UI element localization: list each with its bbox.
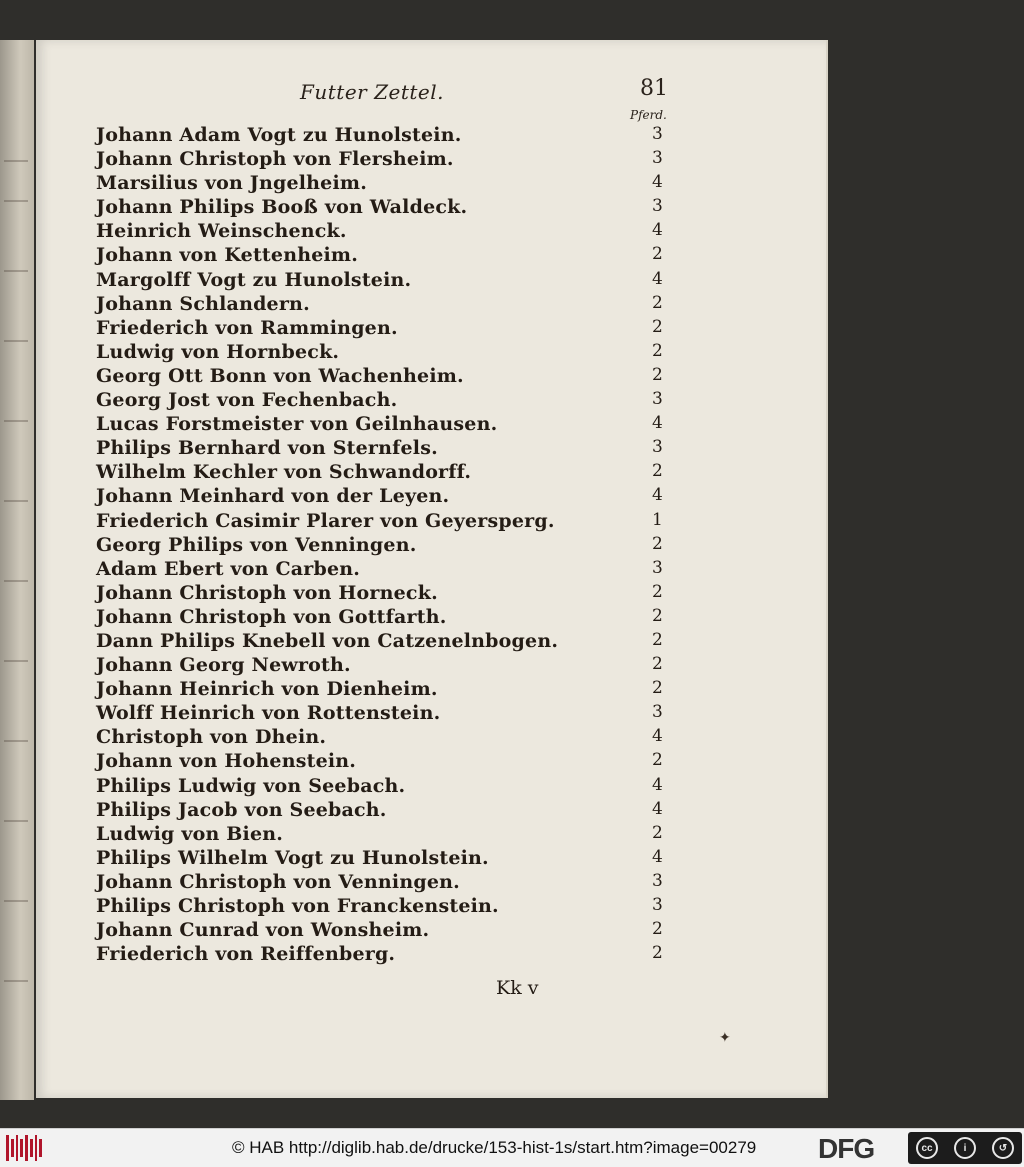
sa-icon: ↺ bbox=[992, 1137, 1014, 1159]
entry-name: Christoph von Dhein. bbox=[96, 726, 327, 749]
list-item bbox=[96, 413, 686, 437]
entry-horse-count: 2 bbox=[652, 750, 664, 771]
adjacent-page-edge bbox=[0, 40, 34, 1100]
entry-horse-count: 4 bbox=[652, 268, 664, 289]
entry-horse-count: 3 bbox=[652, 389, 664, 410]
entry-name: Johann Christoph von Venningen. bbox=[96, 870, 460, 893]
entry-name: Wilhelm Kechler von Schwandorff. bbox=[96, 461, 472, 484]
list-item bbox=[96, 919, 686, 943]
list-item bbox=[96, 196, 686, 220]
column-heading: Pferd. bbox=[630, 108, 667, 122]
cc-icon: cc bbox=[916, 1137, 938, 1159]
entry-name: Friederich von Rammingen. bbox=[96, 316, 398, 339]
entry-horse-count: 1 bbox=[652, 509, 664, 530]
hab-logo-icon[interactable] bbox=[6, 1135, 42, 1161]
list-item bbox=[96, 726, 686, 750]
entry-horse-count: 2 bbox=[652, 943, 664, 964]
entry-horse-count: 2 bbox=[652, 919, 664, 940]
entry-horse-count: 2 bbox=[652, 244, 664, 265]
list-item bbox=[96, 630, 686, 654]
cc-license-badge[interactable] bbox=[908, 1132, 1022, 1164]
entry-horse-count: 4 bbox=[652, 172, 664, 193]
list-item bbox=[96, 124, 686, 148]
entry-name: Johann Georg Newroth. bbox=[96, 654, 351, 677]
entry-name: Johann von Kettenheim. bbox=[96, 244, 359, 267]
entry-horse-count: 2 bbox=[652, 461, 664, 482]
list-item bbox=[96, 943, 686, 967]
entry-name: Ludwig von Bien. bbox=[96, 822, 284, 845]
ink-mark: ✦ bbox=[719, 1030, 731, 1046]
entry-horse-count: 2 bbox=[652, 316, 664, 337]
entry-horse-count: 3 bbox=[652, 702, 664, 723]
entry-horse-count: 2 bbox=[652, 678, 664, 699]
entry-horse-count: 4 bbox=[652, 798, 664, 819]
entry-name: Marsilius von Jngelheim. bbox=[96, 172, 368, 195]
entry-name: Adam Ebert von Carben. bbox=[96, 557, 361, 580]
catchword: Kk v bbox=[496, 977, 539, 999]
by-icon: i bbox=[954, 1137, 976, 1159]
list-item bbox=[96, 293, 686, 317]
entry-list bbox=[96, 124, 686, 967]
entry-name: Johann Philips Booß von Waldeck. bbox=[96, 196, 468, 219]
list-item bbox=[96, 558, 686, 582]
entry-horse-count: 2 bbox=[652, 629, 664, 650]
entry-name: Johann Heinrich von Dienheim. bbox=[96, 678, 438, 701]
list-item bbox=[96, 582, 686, 606]
entry-name: Friederich von Reiffenberg. bbox=[96, 943, 396, 966]
list-item bbox=[96, 606, 686, 630]
entry-name: Lucas Forstmeister von Geilnhausen. bbox=[96, 413, 498, 436]
entry-horse-count: 3 bbox=[652, 124, 664, 144]
entry-horse-count: 3 bbox=[652, 557, 664, 578]
list-item bbox=[96, 847, 686, 871]
entry-horse-count: 3 bbox=[652, 196, 664, 217]
list-item bbox=[96, 654, 686, 678]
dfg-logo[interactable]: DFG bbox=[818, 1133, 875, 1164]
entry-horse-count: 2 bbox=[652, 581, 664, 602]
list-item bbox=[96, 220, 686, 244]
entry-horse-count: 4 bbox=[652, 413, 664, 434]
list-item bbox=[96, 534, 686, 558]
entry-name: Georg Philips von Venningen. bbox=[96, 533, 417, 556]
entry-name: Johann Christoph von Flersheim. bbox=[96, 148, 454, 171]
entry-name: Philips Bernhard von Sternfels. bbox=[96, 437, 438, 460]
entry-name: Johann Cunrad von Wonsheim. bbox=[96, 919, 430, 942]
list-item bbox=[96, 148, 686, 172]
list-item bbox=[96, 389, 686, 413]
entry-horse-count: 3 bbox=[652, 148, 664, 169]
entry-name: Philips Christoph von Franckenstein. bbox=[96, 895, 499, 917]
entry-name: Johann Christoph von Gottfarth. bbox=[96, 605, 447, 628]
entry-horse-count: 2 bbox=[652, 822, 664, 843]
list-item bbox=[96, 485, 686, 509]
entry-name: Georg Jost von Fechenbach. bbox=[96, 389, 398, 412]
list-item bbox=[96, 461, 686, 485]
entry-name: Wolff Heinrich von Rottenstein. bbox=[96, 702, 441, 725]
list-item bbox=[96, 775, 686, 799]
list-item bbox=[96, 365, 686, 389]
list-item bbox=[96, 269, 686, 293]
entry-name: Philips Wilhelm Vogt zu Hunolstein. bbox=[96, 846, 489, 869]
entry-name: Heinrich Weinschenck. bbox=[96, 220, 347, 243]
entry-horse-count: 3 bbox=[652, 895, 664, 915]
entry-horse-count: 2 bbox=[652, 340, 664, 361]
entry-horse-count: 2 bbox=[652, 654, 664, 675]
entry-horse-count: 3 bbox=[652, 437, 664, 458]
entry-horse-count: 2 bbox=[652, 292, 664, 313]
entry-name: Georg Ott Bonn von Wachenheim. bbox=[96, 364, 464, 387]
list-item bbox=[96, 799, 686, 823]
list-item bbox=[96, 702, 686, 726]
entry-name: Johann Meinhard von der Leyen. bbox=[96, 485, 450, 508]
list-item bbox=[96, 823, 686, 847]
entry-horse-count: 4 bbox=[652, 846, 664, 867]
list-item bbox=[96, 750, 686, 774]
entry-name: Johann Christoph von Horneck. bbox=[96, 581, 438, 604]
entry-name: Johann von Hohenstein. bbox=[96, 750, 357, 773]
copyright-link[interactable]: © HAB http://diglib.hab.de/drucke/153-hist-1s/start.htm?image=00279 bbox=[232, 1138, 757, 1157]
entry-name: Johann Adam Vogt zu Hunolstein. bbox=[96, 124, 462, 146]
entry-horse-count: 4 bbox=[652, 220, 664, 241]
entry-horse-count: 4 bbox=[652, 774, 664, 795]
entry-name: Margolff Vogt zu Hunolstein. bbox=[96, 268, 412, 291]
page-number: 81 bbox=[640, 76, 668, 101]
entry-name: Johann Schlandern. bbox=[96, 292, 310, 315]
entry-name: Ludwig von Hornbeck. bbox=[96, 340, 340, 363]
entry-name: Philips Jacob von Seebach. bbox=[96, 798, 387, 821]
list-item bbox=[96, 895, 686, 919]
entry-horse-count: 4 bbox=[652, 485, 664, 506]
list-item bbox=[96, 244, 686, 268]
entry-horse-count: 2 bbox=[652, 533, 664, 554]
entry-horse-count: 2 bbox=[652, 605, 664, 626]
entry-horse-count: 2 bbox=[652, 364, 664, 385]
list-item bbox=[96, 341, 686, 365]
entry-name: Friederich Casimir Plarer von Geyersperg. bbox=[96, 509, 555, 532]
list-item bbox=[96, 678, 686, 702]
list-item bbox=[96, 172, 686, 196]
list-item bbox=[96, 871, 686, 895]
list-item bbox=[96, 510, 686, 534]
entry-horse-count: 4 bbox=[652, 726, 664, 747]
entry-name: Dann Philips Knebell von Catzenelnbogen. bbox=[96, 629, 559, 652]
entry-horse-count: 3 bbox=[652, 870, 664, 891]
entry-name: Philips Ludwig von Seebach. bbox=[96, 774, 406, 797]
list-item bbox=[96, 317, 686, 341]
list-item bbox=[96, 437, 686, 461]
running-title: Futter Zettel. bbox=[300, 80, 444, 104]
viewer-footer bbox=[0, 1128, 1024, 1167]
